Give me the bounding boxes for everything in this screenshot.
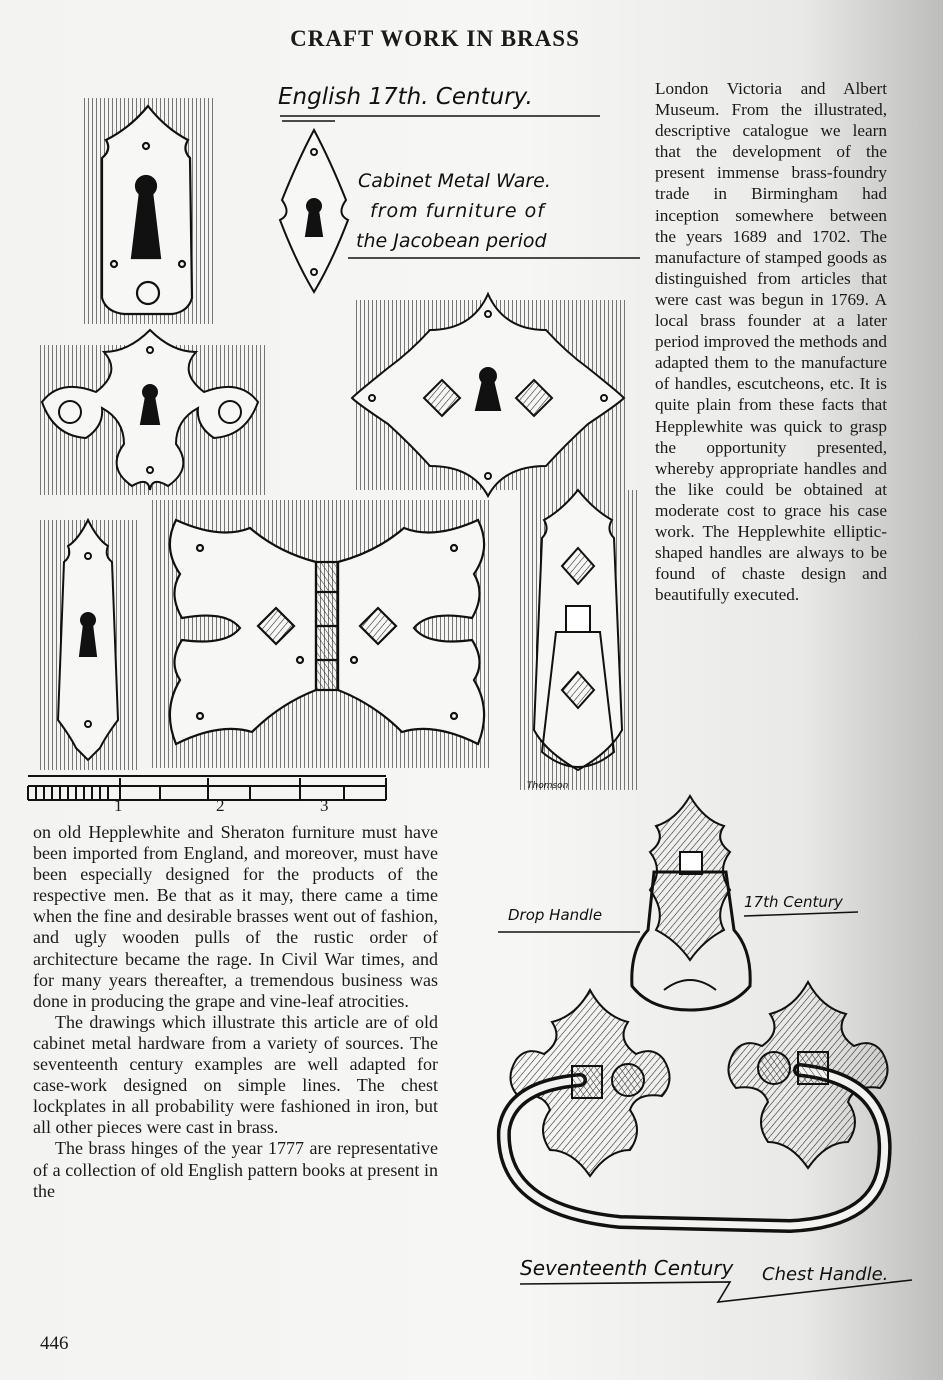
left-paragraph-2: The drawings which illustrate this article are of old cabinet metal hardware from a variety of sources. The seventeenth century examples are well adapted for case-work designed on simple lines. The chest lockplates in all probability were fashioned in iron, but all other pieces were cast in brass. (33, 1011, 438, 1138)
escutcheon-plate-3 (40, 330, 265, 495)
butterfly-hinge (150, 500, 490, 768)
caption-english-century: English 17th. Century. (278, 84, 533, 110)
escutcheon-plate-2 (280, 130, 348, 292)
caption-17th-century: 17th Century (744, 893, 843, 911)
caption-seventeenth-century: Seventeenth Century (520, 1256, 734, 1280)
caption-drop-handle: Drop Handle (508, 906, 603, 924)
running-head: CRAFT WORK IN BRASS (290, 26, 580, 51)
chest-handle (504, 982, 888, 1226)
right-column-paragraph: London Victoria and Albert Museum. From the illustrated, descriptive catalogue we learn that the development of the present immense brass-foundry trade in Birmingham had inception somewhere between the years 1689 and 1702. The manufacture of stamped goods as distinguished from articles that were cast was begun in 1769. A local brass founder at a later period improved the methods and adapted them to the manufacture of handles, escutcheons, etc. It is quite plain from these facts that Hepplewhite was quick to grasp the opportunity presented, whereby appropriate handles and the like could be obtained at moderate cost to grace his case work. The Hepplewhite elliptic-shaped handles are always to be found of chaste design and beautifully executed. (655, 79, 887, 605)
caption-cabinet-line-1: Cabinet Metal Ware. (358, 170, 551, 192)
caption-cabinet-line-3: the Jacobean period (356, 230, 547, 252)
left-text-column (33, 822, 438, 1202)
escutcheon-plate-4 (352, 294, 625, 496)
escutcheon-plate-1 (84, 98, 214, 324)
right-text-column (655, 78, 887, 605)
drop-handle-plate (520, 490, 638, 790)
left-paragraph-1: on old Hepplewhite and Sheraton furniture must have been imported from England, and moreover, must have been especially designed for the products of the respective men. Be that as it may, there came a time when the fine and desirable brasses went out of fashion, and ugly wooden pulls of the rustic order of architecture became the rage. In Civil War times, and for many years thereafter, a tremendous business was done in producing the grape and vine-leaf atrocities. (33, 822, 438, 1011)
caption-cabinet-line-2: from furniture of (370, 200, 545, 222)
drop-handle-17th-century (632, 796, 750, 1010)
artist-signature: Thomson (527, 781, 569, 791)
scale-label-1: 1 (114, 796, 123, 815)
escutcheon-plate-5 (40, 520, 140, 770)
left-paragraph-3: The brass hinges of the year 1777 are representative of a collection of old English pattern books at present in the (33, 1138, 438, 1201)
page-number: 446 (40, 1333, 69, 1354)
scale-bar (28, 776, 386, 800)
scale-label-3: 3 (320, 796, 329, 815)
scale-label-2: 2 (216, 796, 225, 815)
caption-chest-handle: Chest Handle. (762, 1264, 889, 1285)
